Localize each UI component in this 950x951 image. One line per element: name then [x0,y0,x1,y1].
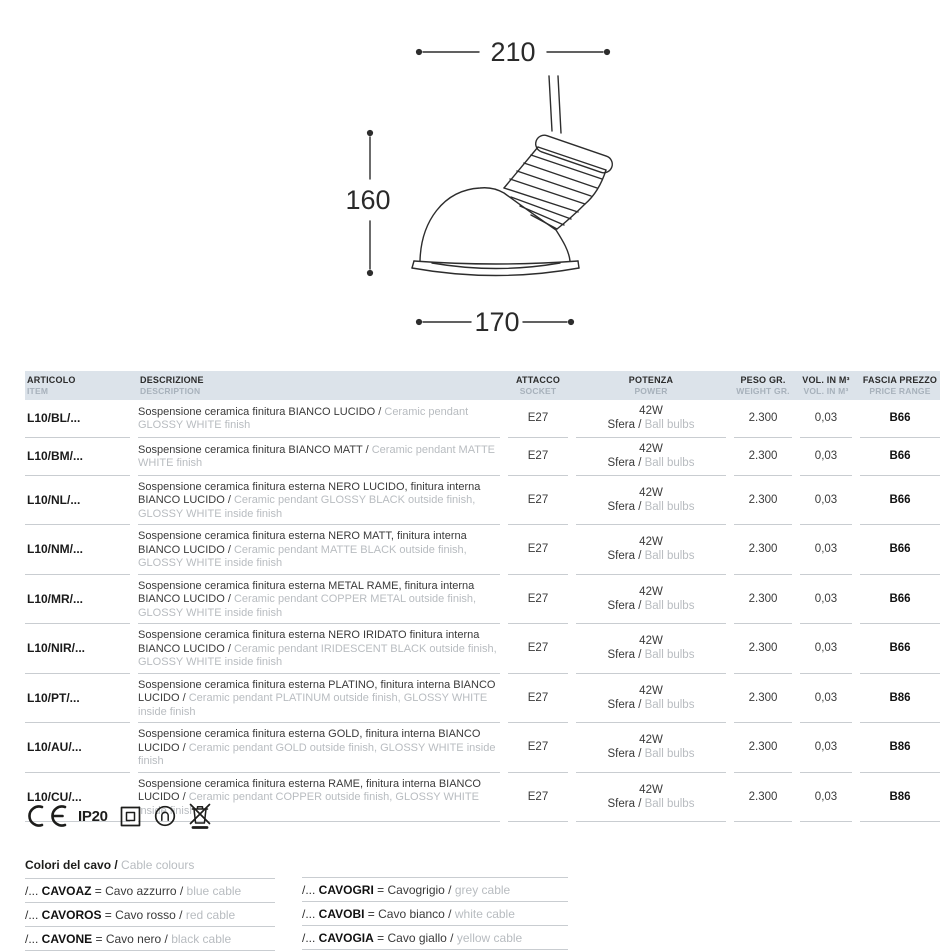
socket-value: E27 [508,674,568,724]
col-header-articolo: ARTICOLO ITEM [27,375,76,396]
cable-name-it: Cavo rosso / [115,908,186,922]
cable-colour-entry [25,927,275,951]
col-header-descrizione: DESCRIZIONE DESCRIPTION [140,375,204,396]
entry-equals: = [91,884,106,898]
dimension-bottom-value: 170 [474,307,520,337]
power-value: 42W [639,405,663,417]
description-en: Ceramic pendant GLOSSY WHITE finish [138,405,469,431]
power-cell [576,525,726,575]
cable-code: CAVOAZ [41,884,92,898]
col-header-peso: PESO GR. WEIGHT GR. [736,375,790,396]
cable-code: CAVOROS [41,908,102,922]
bulb-type-it: Sfera / [607,748,645,761]
weight-value: 2.300 [734,674,792,724]
power-cell [576,773,726,823]
volume-value: 0,03 [800,525,852,575]
description-en: Ceramic pendant COPPER METAL outside finish, GLOSSY WHITE inside finish [138,593,477,619]
neck-ribs [504,147,606,229]
volume-value: 0,03 [800,575,852,625]
power-cell [576,575,726,625]
col-header-fascia: FASCIA PREZZO PRICE RANGE [862,375,938,396]
socket-value: E27 [508,723,568,773]
bulb-type-en: Ball bulbs [644,457,695,469]
article-code: L10/NL/... [25,476,130,526]
description-en: Ceramic pendant MATTE BLACK outside finish, GLOSSY WHITE inside finish [138,543,467,569]
entry-prefix: /... [302,931,319,945]
bulb-type-it: Sfera / [607,500,645,513]
socket-value: E27 [508,624,568,674]
description-it: Sospensione ceramica finitura esterna RAME, finitura interna BIANCO LUCIDO / [138,777,481,803]
socket-value: E27 [508,773,568,823]
socket-value: E27 [508,400,568,438]
power-cell [576,624,726,674]
cable-name-it: Cavo giallo / [387,931,457,945]
cable-colours-left [25,858,275,951]
volume-value: 0,03 [800,438,852,476]
article-code: L10/NM/... [25,525,130,575]
cable-colours-right [302,877,568,951]
price-range: B86 [860,773,940,823]
table-row [25,476,940,526]
dimension-bottom [416,307,574,337]
description-it: Sospensione ceramica finitura esterna PLATINO, finitura interna BIANCO LUCIDO / [138,678,496,704]
certification-icons [25,801,212,831]
volume-value: 0,03 [800,723,852,773]
description-it: Sospensione ceramica finitura BIANCO LUCIDO / [138,405,385,418]
cable-colour-entry [302,878,568,902]
price-range: B66 [860,575,940,625]
power-cell [576,438,726,476]
table-row [25,525,940,575]
cable-name-it: Cavogrigio / [387,883,455,897]
cable-colour-entry [302,926,568,950]
description-it: Sospensione ceramica finitura esterna METAL RAME, finitura interna BIANCO LUCIDO / [138,579,475,605]
class-ii-icon [119,805,142,828]
bulb-type-en: Ball bulbs [644,550,695,563]
col-header-attacco: ATTACCO SOCKET [515,375,561,396]
cable-code: CAVOGIA [318,931,374,945]
pendant-lamp-drawing [412,76,615,276]
article-code: L10/AU/... [25,723,130,773]
cable-name-en: red cable [185,908,236,922]
description-it: Sospensione ceramica finitura esterna GOLD, finitura interna BIANCO LUCIDO / [138,728,481,754]
entry-equals: = [373,931,388,945]
dimension-top [416,37,610,67]
bulb-type-en: Ball bulbs [644,500,695,513]
bulb-type-en: Ball bulbs [644,419,695,431]
weight-value: 2.300 [734,773,792,823]
price-range: B66 [860,624,940,674]
entry-equals: = [373,883,388,897]
description-en: Ceramic pendant GOLD outside finish, GLOSSY WHITE inside finish [138,741,496,767]
bulb-type-en: Ball bulbs [644,797,695,810]
entry-equals: = [92,932,106,946]
dimension-left-value: 160 [345,185,391,215]
cable-name-en: yellow cable [456,931,523,945]
entry-equals: = [364,907,379,921]
dome-outline [420,188,570,261]
price-range: B66 [860,525,940,575]
description-cell [138,674,500,724]
socket-value: E27 [508,438,568,476]
weight-value: 2.300 [734,400,792,438]
description-it: Sospensione ceramica finitura esterna NERO LUCIDO, finitura interna BIANCO LUCIDO / [138,480,481,506]
socket-value: E27 [508,575,568,625]
ce-mark-icon [25,804,67,828]
article-code: L10/PT/... [25,674,130,724]
cable-code: CAVOGRI [318,883,374,897]
volume-value: 0,03 [800,773,852,823]
cable-name-en: grey cable [454,883,511,897]
description-it: Sospensione ceramica finitura esterna NERO MATT, finitura interna BIANCO LUCIDO / [138,530,467,556]
power-value: 42W [639,684,663,697]
cable-colour-entry [25,879,275,903]
col-header-vol: VOL. IN M³ VOL. IN M³ [802,375,850,396]
volume-value: 0,03 [800,400,852,438]
volume-value: 0,03 [800,624,852,674]
col-header-potenza: POTENZA POWER [628,375,674,396]
bulb-type-en: Ball bulbs [644,748,695,761]
product-dimension-drawing [0,28,950,340]
power-value: 42W [639,783,663,796]
weee-bin-icon [188,802,212,830]
bulb-type-it: Sfera / [607,419,645,431]
volume-value: 0,03 [800,674,852,724]
neck-left-edge [504,147,538,188]
power-value: 42W [639,443,663,455]
description-en: Ceramic pendant MATTE WHITE finish [138,443,496,469]
table-row [25,723,940,773]
power-cell [576,476,726,526]
description-cell [138,624,500,674]
bulb-type-en: Ball bulbs [644,599,695,612]
description-en: Ceramic pendant COPPER outside finish, GLOSSY WHITE inside finish [138,791,479,817]
table-row [25,400,940,438]
price-range: B86 [860,723,940,773]
price-range: B66 [860,438,940,476]
weight-value: 2.300 [734,438,792,476]
power-value: 42W [639,585,663,598]
description-cell [138,575,500,625]
weight-value: 2.300 [734,525,792,575]
description-cell [138,525,500,575]
entry-prefix: /... [25,908,42,922]
entry-prefix: /... [25,884,42,898]
cable-name-en: white cable [454,907,515,921]
bulb-type-en: Ball bulbs [644,698,695,711]
entry-prefix: /... [302,907,319,921]
cable-colour-entry [25,903,275,927]
table-row [25,674,940,724]
article-code: L10/BM/... [25,438,130,476]
ip20-rating: IP20 [78,807,108,825]
power-value: 42W [639,635,663,648]
description-cell [138,723,500,773]
cable-name-en: black cable [171,932,232,946]
cable-code: CAVONE [41,932,93,946]
enclosure-icon [153,804,177,828]
description-cell [138,438,500,476]
description-en: Ceramic pendant GLOSSY BLACK outside finish, GLOSSY WHITE inside finish [138,494,476,520]
power-value: 42W [639,486,663,499]
weight-value: 2.300 [734,624,792,674]
power-cell [576,400,726,438]
bulb-type-it: Sfera / [607,649,645,662]
bulb-type-en: Ball bulbs [644,649,695,662]
description-en: Ceramic pendant PLATINUM outside finish, GLOSSY WHITE inside finish [138,692,488,718]
weight-value: 2.300 [734,575,792,625]
bulb-type-it: Sfera / [607,550,645,563]
price-range: B66 [860,476,940,526]
cable-name-it: Cavo bianco / [378,907,455,921]
table-header [25,371,940,400]
cable-title-it: Colori del cavo / [25,858,122,872]
cable-name-it: Cavo azzurro / [105,884,187,898]
power-value: 42W [639,536,663,549]
cable-colours-section [25,858,568,951]
entry-equals: = [101,908,116,922]
dimension-left [345,130,390,276]
cable-name-it: Cavo nero / [105,932,172,946]
power-cell [576,674,726,724]
description-en: Ceramic pendant IRIDESCENT BLACK outside finish, GLOSSY WHITE inside finish [138,642,497,668]
description-cell [138,400,500,438]
article-code: L10/NIR/... [25,624,130,674]
neck-right-edge [557,170,606,229]
price-range: B66 [860,400,940,438]
price-range: B86 [860,674,940,724]
article-code: L10/MR/... [25,575,130,625]
bulb-type-it: Sfera / [607,698,645,711]
cable-name-en: blue cable [186,884,242,898]
power-cell [576,723,726,773]
power-value: 42W [639,734,663,747]
socket-value: E27 [508,476,568,526]
entry-prefix: /... [25,932,42,946]
spec-table [25,371,940,822]
table-row [25,624,940,674]
article-code: L10/CU/... [25,773,130,823]
weight-value: 2.300 [734,723,792,773]
cable-code: CAVOBI [318,907,365,921]
volume-value: 0,03 [800,476,852,526]
cable-colour-entry [302,902,568,926]
description-cell [138,476,500,526]
bulb-type-it: Sfera / [607,457,645,469]
cable-colours-title [25,858,275,879]
article-code: L10/BL/... [25,400,130,438]
weight-value: 2.300 [734,476,792,526]
entry-prefix: /... [302,883,319,897]
bulb-type-it: Sfera / [607,599,645,612]
cable-title-en: Cable colours [121,858,195,872]
table-row [25,575,940,625]
table-row [25,438,940,476]
dimension-top-value: 210 [490,37,536,67]
bulb-type-it: Sfera / [607,797,645,810]
description-it: Sospensione ceramica finitura esterna NERO IRIDATO finitura interna BIANCO LUCIDO / [138,629,480,655]
cable-lines [549,76,561,133]
socket-value: E27 [508,525,568,575]
description-it: Sospensione ceramica finitura BIANCO MATT / [138,443,372,456]
